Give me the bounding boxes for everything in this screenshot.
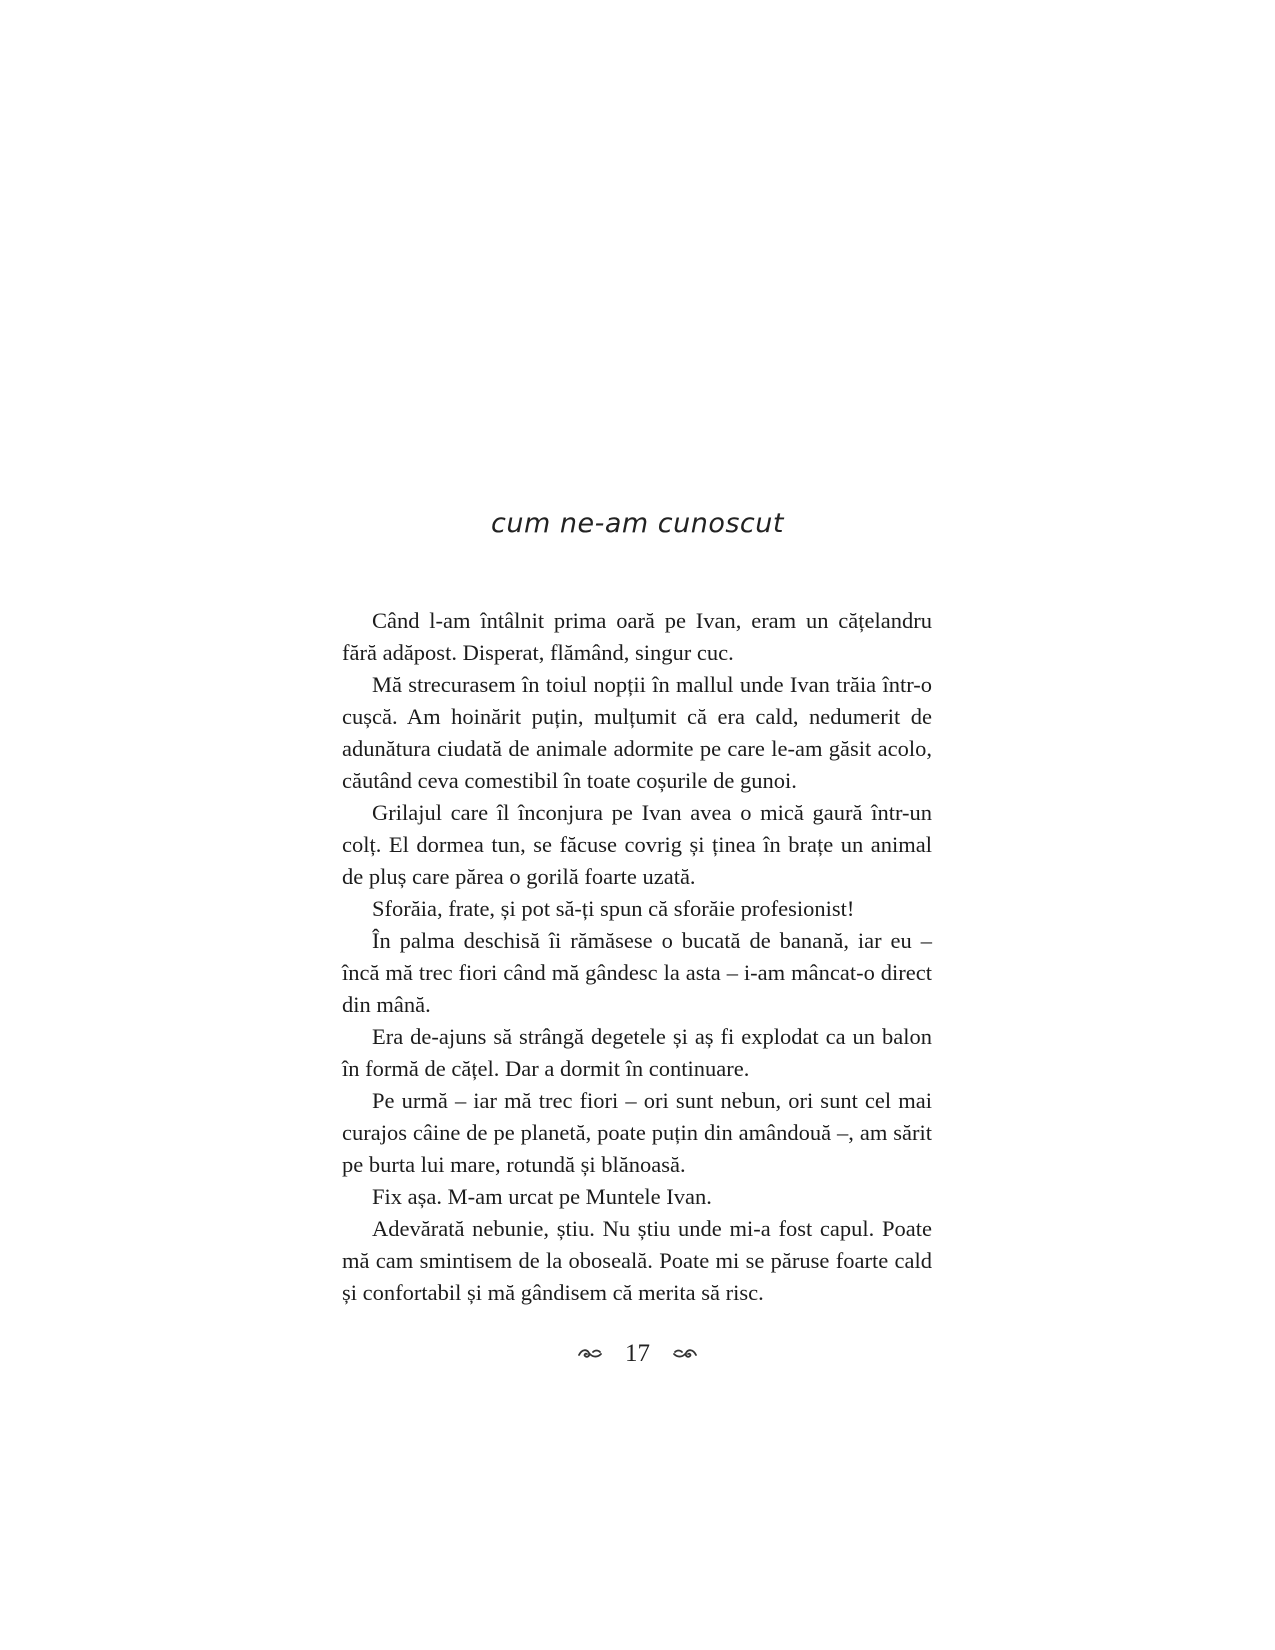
paragraph: Pe urmă – iar mă trec fiori – ori sunt nebun, ori sunt cel mai curajos câine de pe planetă, poate puțin din amândouă –, am sărit pe burta lui mare, rotundă și blănoasă.	[342, 1088, 932, 1177]
paragraph: Sforăia, frate, și pot să-ți spun că sforăie profesionist!	[372, 896, 855, 921]
paragraph: Era de-ajuns să strângă degetele și aș fi explodat ca un balon în formă de cățel. Dar a dormit în continuare.	[342, 1024, 932, 1081]
paragraph: Mă strecurasem în toiul nopții în mallul unde Ivan trăia într-o cușcă. Am hoinărit puțin, mulțumit că era cald, nedumerit de adunătura ciudată de animale adormite pe care le-am găsit acolo, căutând ceva comestibil în toate coșurile de gunoi.	[342, 672, 932, 793]
paragraph: Fix așa. M-am urcat pe Muntele Ivan.	[372, 1184, 712, 1209]
page-number: 17	[625, 1340, 650, 1367]
fleuron-left-icon	[577, 1346, 603, 1362]
folio	[0, 1340, 1275, 1368]
body-text	[342, 605, 932, 1309]
paragraph: Grilajul care îl înconjura pe Ivan avea o mică gaură într-un colț. El dormea tun, se făcuse covrig și ținea în brațe un animal de pluș care părea o gorilă foarte uzată.	[342, 800, 932, 889]
paragraph: Adevărată nebunie, știu. Nu știu unde mi-a fost capul. Poate mă cam smintisem de la oboseală. Poate mi se păruse foarte cald și confortabil și mă gândisem că merita să risc.	[342, 1216, 932, 1305]
paragraph: În palma deschisă îi rămăsese o bucată de banană, iar eu – încă mă trec fiori când mă gândesc la asta – i-am mâncat-o direct din mână.	[342, 928, 932, 1017]
chapter-title: cum ne-am cunoscut	[491, 508, 784, 539]
fleuron-right-icon	[672, 1346, 698, 1362]
paragraph: Când l-am întâlnit prima oară pe Ivan, eram un cățelandru fără adăpost. Disperat, flămând, singur cuc.	[342, 608, 932, 665]
